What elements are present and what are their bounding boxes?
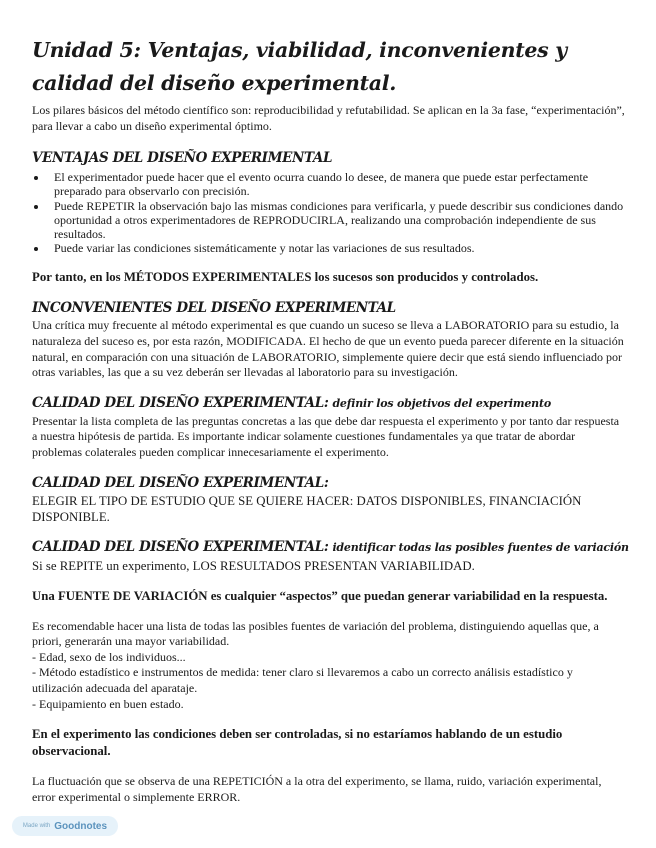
goodnotes-badge[interactable] [12, 816, 118, 836]
variabilidad-statement: Si se REPITE un experimento, LOS RESULTADOS PRESENTAN VARIABILIDAD. [32, 558, 475, 573]
calidad-estudio-heading [32, 473, 626, 493]
example-item: - Edad, sexo de los individuos... [32, 649, 186, 664]
ventajas-list [32, 170, 626, 255]
ventajas-heading [32, 148, 626, 168]
control-statement: En el experimento las condiciones deben ser controladas, si no estaríamos hablando de un estudio observacional. [32, 727, 563, 759]
goodnotes-logo-text: Goodnotes [54, 820, 108, 832]
page-title: Unidad 5: Ventajas, viabilidad, inconvenientes y calidad del diseño experimental. [32, 38, 567, 95]
inconvenientes-heading-text: INCONVENIENTES DEL DISEÑO EXPERIMENTAL [32, 300, 396, 317]
noise-paragraph: La fluctuación que se observa de una REPETICIÓN a la otra del experimento, se llama, ruido, variación experimental, error experimental o simplemente ERROR. [32, 774, 602, 804]
inconvenientes-paragraph: Una crítica muy frecuente al método experimental es que cuando un suceso se lleva a LABORATORIO para su estudio, la naturaleza del suceso es, por esta razón, MODIFICADA. El hecho de que un evento pueda parecer diferente en la situación natural, en comparación con una situación de LABORATORIO, simplemente quiere decir que está siendo influenciado por otras variables, las que a su vez deberán ser llevadas al laboratorio para su investigación. [32, 318, 624, 380]
list-item: • Puede REPETIR la observación bajo las mismas condiciones para verificarla, y puede describir sus condiciones dando oportunidad a otros experimentadores de REPRODUCIRLA, realizando una comprobación independiente de sus resultados. [48, 199, 626, 242]
calidad-variacion-heading [32, 537, 629, 558]
recommendation-paragraph: Es recomendable hacer una lista de todas las posibles fuentes de variación del problema, distinguiendo aquellas que, a priori, generarán una mayor variabilidad. [32, 618, 599, 649]
note-page [32, 34, 629, 805]
calidad-objetivos-heading [32, 393, 626, 414]
ventajas-heading-text: VENTAJAS DEL DISEÑO EXPERIMENTAL [32, 150, 333, 167]
made-with-label: Made with [22, 823, 51, 829]
intro-paragraph: Los pilares básicos del método científico son: reproducibilidad y refutabilidad. Se aplican en la 3a fase, “experimentación”, para llevar a cabo un diseño experimental óptimo. [32, 103, 625, 133]
calidad-heading-text: CALIDAD DEL DISEÑO EXPERIMENTAL: [32, 538, 329, 555]
ventajas-conclusion: Por tanto, en los MÉTODOS EXPERIMENTALES los sucesos son producidos y controlados. [32, 270, 539, 285]
calidad-subheading: identificar todas las posibles fuentes de variación [332, 540, 629, 554]
calidad-heading-text: CALIDAD DEL DISEÑO EXPERIMENTAL: [32, 394, 329, 411]
fuente-variacion-definition: Una FUENTE DE VARIACIÓN es cualquier “aspectos” que puedan generar variabilidad en la respuesta. [32, 588, 608, 603]
calidad-heading-text: CALIDAD DEL DISEÑO EXPERIMENTAL: [32, 474, 329, 491]
inconvenientes-heading [32, 298, 626, 318]
calidad-objetivos-paragraph: Presentar la lista completa de las preguntas concretas a las que debe dar respuesta el experimento y por tanto dar respuesta a nuestra hipótesis de partida. Es importante indicar solamente cuestiones fundamentales ya que tratar de abordar problemas colaterales pueden complicar innecesariamente el experimento. [32, 413, 620, 459]
example-item: - Método estadístico e instrumentos de medida: tener claro si llevaremos a cabo un correcto análisis estadístico y utilización adecuada del aparataje. [32, 665, 573, 695]
example-item: - Equipamiento en buen estado. [32, 696, 184, 711]
calidad-subheading: definir los objetivos del experimento [332, 396, 551, 410]
list-item: • El experimentador puede hacer que el evento ocurra cuando lo desee, de manera que puede estar perfectamente preparado para observarlo con precisión. [48, 170, 626, 198]
calidad-estudio-paragraph: ELEGIR EL TIPO DE ESTUDIO QUE SE QUIERE HACER: DATOS DISPONIBLES, FINANCIACIÓN DISPONIBLE. [32, 493, 582, 524]
list-item: • Puede variar las condiciones sistemáticamente y notar las variaciones de sus resultados. [48, 241, 626, 255]
